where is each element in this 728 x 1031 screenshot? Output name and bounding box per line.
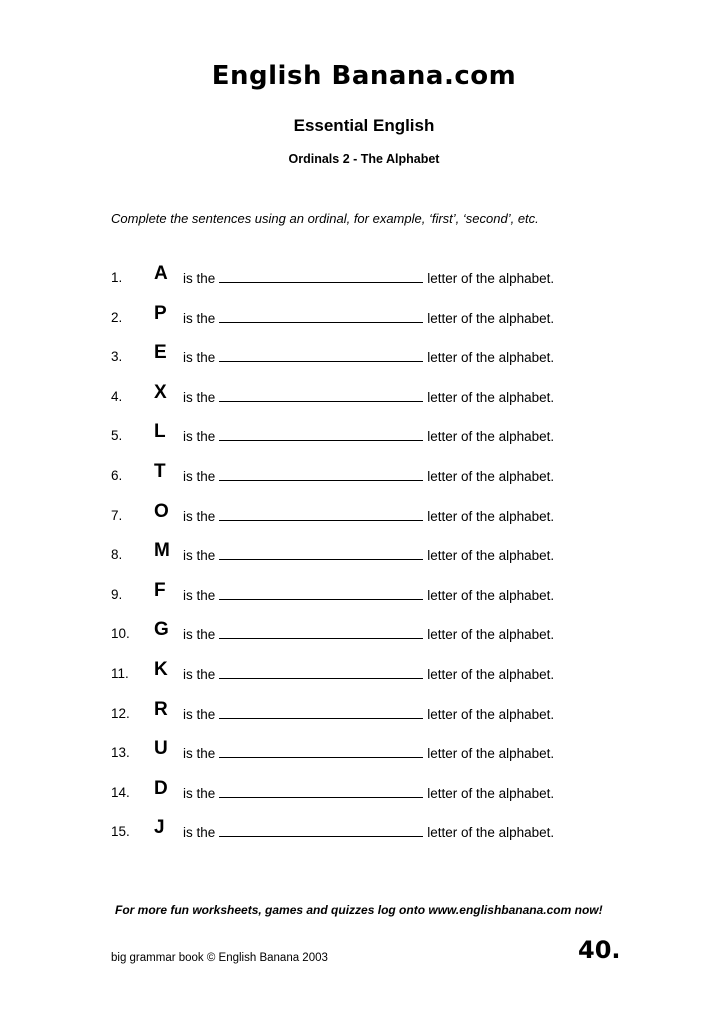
item-sentence (183, 349, 554, 365)
answer-blank[interactable] (219, 706, 423, 719)
answer-blank[interactable] (219, 626, 423, 639)
exercise-item (111, 817, 671, 857)
item-sentence (183, 428, 554, 444)
answer-blank[interactable] (219, 745, 423, 758)
answer-blank[interactable] (219, 270, 423, 283)
item-letter: R (154, 698, 168, 720)
answer-blank[interactable] (219, 587, 423, 600)
sentence-suffix: letter of the alphabet. (427, 389, 555, 405)
answer-blank[interactable] (219, 547, 423, 560)
item-letter: E (154, 342, 167, 364)
sentence-suffix: letter of the alphabet. (427, 706, 555, 722)
exercise-item (111, 263, 671, 303)
sentence-prefix: is the (183, 548, 216, 564)
sentence-prefix: is the (183, 508, 216, 524)
sentence-suffix: letter of the alphabet. (427, 746, 555, 762)
item-sentence (183, 468, 554, 484)
sentence-suffix: letter of the alphabet. (427, 666, 555, 682)
item-letter: O (154, 500, 169, 522)
sentence-suffix: letter of the alphabet. (427, 587, 555, 603)
sentence-suffix: letter of the alphabet. (427, 785, 555, 801)
sentence-prefix: is the (183, 350, 216, 366)
item-letter: D (154, 777, 168, 799)
sentence-suffix: letter of the alphabet. (427, 468, 555, 484)
item-sentence (183, 310, 554, 326)
item-number: 6. (111, 467, 123, 483)
answer-blank[interactable] (219, 468, 423, 481)
exercise-item (111, 342, 671, 382)
item-number: 5. (111, 428, 123, 444)
answer-blank[interactable] (219, 508, 423, 521)
item-sentence (183, 389, 554, 405)
exercise-item (111, 382, 671, 422)
sentence-prefix: is the (183, 310, 216, 326)
sentence-suffix: letter of the alphabet. (427, 825, 555, 841)
sentence-prefix: is the (183, 746, 216, 762)
sentence-suffix: letter of the alphabet. (427, 310, 555, 326)
sentence-prefix: is the (183, 825, 216, 841)
item-number: 1. (111, 270, 123, 285)
sentence-prefix: is the (183, 587, 216, 603)
item-sentence (183, 745, 554, 761)
exercise-list (111, 263, 671, 857)
promo-text: For more fun worksheets, games and quizzes log onto www.englishbanana.com now! (115, 903, 603, 917)
answer-blank[interactable] (219, 785, 423, 798)
item-number: 15. (111, 824, 130, 840)
answer-blank[interactable] (219, 428, 423, 441)
item-letter: U (154, 738, 168, 760)
answer-blank[interactable] (219, 349, 423, 362)
instructions: Complete the sentences using an ordinal, for example, ‘first’, ‘second’, etc. (111, 211, 539, 226)
exercise-item (111, 461, 671, 501)
item-number: 11. (111, 665, 129, 681)
item-number: 3. (111, 349, 123, 365)
item-sentence (183, 547, 554, 563)
sentence-suffix: letter of the alphabet. (427, 627, 555, 643)
sentence-prefix: is the (183, 706, 216, 722)
item-sentence (183, 626, 554, 642)
sentence-suffix: letter of the alphabet. (427, 271, 555, 286)
exercise-item (111, 778, 671, 818)
item-sentence (183, 270, 554, 286)
item-sentence (183, 587, 554, 603)
item-number: 2. (111, 309, 123, 325)
sentence-prefix: is the (183, 785, 216, 801)
item-letter: P (154, 302, 167, 324)
exercise-item (111, 303, 671, 343)
exercise-item (111, 699, 671, 739)
sentence-suffix: letter of the alphabet. (427, 548, 555, 564)
answer-blank[interactable] (219, 310, 423, 323)
item-number: 9. (111, 586, 123, 602)
exercise-item (111, 421, 671, 461)
item-letter: X (154, 381, 167, 403)
page-title: Essential English (293, 116, 435, 135)
item-number: 8. (111, 547, 123, 563)
sentence-prefix: is the (183, 627, 216, 643)
answer-blank[interactable] (219, 666, 423, 679)
exercise-item (111, 540, 671, 580)
item-letter: G (154, 619, 169, 641)
sentence-prefix: is the (183, 271, 216, 286)
copyright-text: big grammar book © English Banana 2003 (111, 952, 328, 964)
item-number: 13. (111, 745, 130, 761)
item-sentence (183, 706, 554, 722)
answer-blank[interactable] (219, 824, 423, 837)
exercise-item (111, 619, 671, 659)
site-logo: English Banana.com (211, 61, 517, 91)
page-number: 40. (578, 936, 621, 964)
item-number: 14. (111, 784, 130, 800)
sentence-prefix: is the (183, 468, 216, 484)
sentence-suffix: letter of the alphabet. (427, 508, 555, 524)
exercise-item (111, 659, 671, 699)
item-sentence (183, 824, 554, 840)
page-subtitle: Ordinals 2 - The Alphabet (288, 152, 440, 166)
sentence-suffix: letter of the alphabet. (427, 350, 555, 366)
exercise-item (111, 501, 671, 541)
item-letter: L (154, 421, 166, 443)
sentence-prefix: is the (183, 666, 216, 682)
sentence-suffix: letter of the alphabet. (427, 429, 555, 445)
item-letter: K (154, 658, 168, 680)
sentence-prefix: is the (183, 389, 216, 405)
item-letter: F (154, 579, 166, 601)
sentence-prefix: is the (183, 429, 216, 445)
item-number: 10. (111, 626, 130, 642)
item-number: 12. (111, 705, 130, 721)
exercise-item (111, 738, 671, 778)
item-letter: J (154, 817, 165, 839)
item-number: 4. (111, 388, 123, 404)
answer-blank[interactable] (219, 389, 423, 402)
exercise-item (111, 580, 671, 620)
item-sentence (183, 666, 554, 682)
item-sentence (183, 785, 554, 801)
item-letter: M (154, 540, 170, 562)
item-letter: T (154, 460, 166, 482)
item-number: 7. (111, 507, 123, 523)
item-sentence (183, 508, 554, 524)
item-letter: A (154, 263, 168, 284)
